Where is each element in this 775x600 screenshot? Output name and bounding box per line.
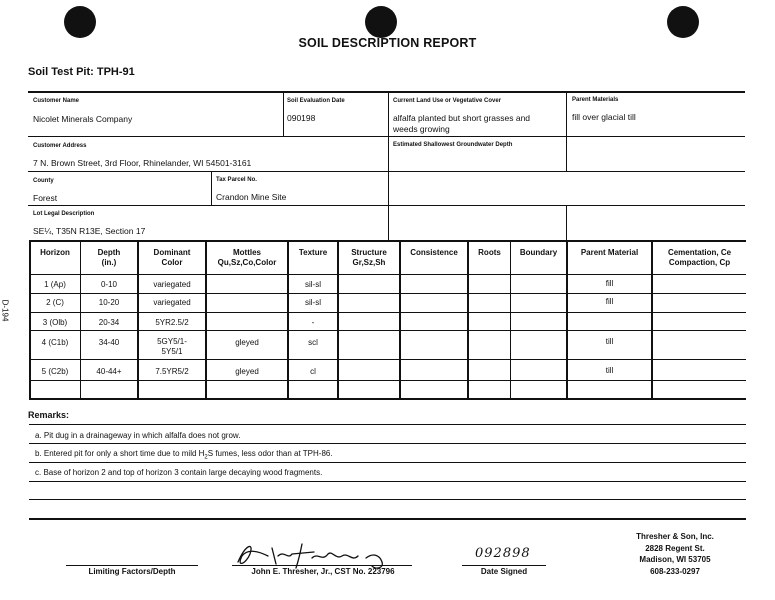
parcel: Crandon Mine Site [216, 192, 287, 202]
info-vline-5 [211, 171, 212, 205]
address: 7 N. Brown Street, 3rd Floor, Rhinelander, WI 54501-3161 [33, 158, 252, 168]
header-mottles-line1: Mottles [233, 248, 261, 257]
date-signed-label: Date Signed [480, 567, 528, 576]
table-row-5-color: 7.5YR5/2 [155, 367, 189, 376]
header-depth-line2: (in.) [101, 258, 117, 267]
table-col-7 [467, 240, 469, 400]
date-handwritten: 092898 [475, 546, 531, 561]
info-top-line [28, 91, 745, 93]
eval-date: 090198 [287, 113, 316, 123]
header-horizon: Horizon [40, 248, 70, 257]
remarks-line-2 [29, 443, 746, 444]
soil-test-pit [28, 66, 135, 78]
table-row-2-horizon: 2 (C) [46, 298, 64, 307]
remarks-bottom-line [29, 518, 746, 520]
company-city: Madison, WI 53705 [639, 555, 711, 564]
header-color [139, 248, 205, 268]
header-consistence: Consistence [410, 248, 458, 257]
remarks-label: Remarks: [28, 410, 70, 420]
table-row-2-depth: 10-20 [98, 298, 120, 307]
header-roots: Roots [478, 248, 501, 257]
pit-label: Soil Test Pit: [28, 66, 94, 78]
parent-materials-label: Parent Materials [572, 97, 619, 103]
customer-name: Nicolet Minerals Company [33, 114, 133, 124]
table-row-3-horizon: 3 (Olb) [42, 318, 68, 327]
report-title: SOIL DESCRIPTION REPORT [298, 36, 477, 50]
header-color-line1: Dominant [153, 248, 191, 257]
remark-b-post: S fumes, less odor than at TPH-86. [207, 449, 333, 458]
table-col-8 [510, 240, 511, 400]
signer-name: John E. Thresher, Jr., CST No. 223796 [251, 567, 395, 576]
land-use-line1: alfalfa planted but short grasses and [393, 113, 531, 123]
customer-name-label: Customer Name [33, 98, 80, 104]
table-row-5-depth: 40-44+ [96, 367, 122, 376]
info-vline-1 [283, 91, 284, 136]
table-row-4-depth: 34-40 [98, 338, 120, 347]
company-name: Thresher & Son, Inc. [636, 532, 714, 541]
table-row-4-color-line1: 5GY5/1- [157, 337, 187, 346]
signer-line [232, 565, 412, 566]
remarks-line-3 [29, 462, 746, 463]
table-row-4-texture: scl [308, 338, 318, 347]
remark-b [35, 449, 333, 461]
header-depth [81, 248, 137, 268]
header-texture: Texture [298, 248, 328, 257]
header-structure-line1: Structure [351, 248, 387, 257]
legal: SE¼, T35N R13E, Section 17 [33, 226, 146, 236]
table-row-1-color: variegated [153, 280, 191, 289]
table-row-1-parent: fill [605, 279, 614, 288]
address-label: Customer Address [33, 143, 87, 149]
table-row-1-texture: sil-sl [305, 280, 321, 289]
header-cement-line2: Compaction, Cp [668, 258, 731, 267]
table-row-4-mottles: gleyed [235, 338, 259, 347]
table-row-5-texture: cl [310, 367, 316, 376]
table-col-6 [399, 240, 401, 400]
side-mark: D-194 [0, 299, 10, 322]
eval-date-label: Soil Evaluation Date [287, 98, 345, 104]
table-row-3-texture: - [311, 318, 315, 327]
header-structure-line2: Gr,Sz,Sh [352, 258, 386, 267]
table-row-4-color-line2: 5Y5/1 [161, 347, 183, 356]
punch-hole-left [64, 6, 96, 38]
table-row-1-horizon: 1 (Ap) [44, 280, 66, 289]
table-row-3-color: 5YR2.5/2 [155, 318, 189, 327]
header-depth-line1: Depth [97, 248, 121, 257]
table-row-2-texture: sil-sl [305, 298, 321, 307]
table-row-5-parent: till [605, 366, 614, 375]
remarks-line-1 [29, 424, 746, 425]
punch-hole-right [667, 6, 699, 38]
table-row-4-parent: till [605, 337, 614, 346]
header-structure [339, 248, 399, 268]
remarks-line-4 [29, 481, 746, 482]
remark-b-sub: 2 [204, 454, 208, 461]
limiting-line [66, 565, 198, 566]
table-row-2-color: variegated [153, 298, 191, 307]
header-color-line2: Color [161, 258, 183, 267]
company-phone: 608-233-0297 [650, 566, 700, 576]
header-cementation [653, 248, 746, 268]
county-label: County [33, 178, 54, 184]
info-line-2 [28, 171, 745, 172]
remark-c: c. Base of horizon 2 and top of horizon 3 contain large decaying wood fragments. [35, 468, 323, 477]
company-block [605, 531, 745, 577]
table-row-1-depth: 0-10 [100, 280, 117, 289]
info-vline-3 [566, 91, 567, 171]
header-mottles [207, 248, 287, 268]
company-street: 2828 Regent St. [645, 543, 705, 553]
land-use-label: Current Land Use or Vegetative Cover [393, 98, 502, 104]
county: Forest [33, 193, 58, 203]
parent-materials: fill over glacial till [572, 112, 636, 122]
parcel-label: Tax Parcel No. [216, 177, 257, 183]
date-line [462, 565, 546, 566]
groundwater-label: Estimated Shallowest Groundwater Depth [393, 142, 513, 148]
header-parent: Parent Material [580, 248, 639, 257]
table-row-5-mottles: gleyed [235, 367, 259, 376]
table-col-9 [566, 240, 568, 400]
table-row-5-horizon: 5 (C2b) [41, 367, 69, 376]
remark-a: a. Pit dug in a drainageway in which alfalfa does not grow. [35, 431, 241, 440]
table-row-3-depth: 20-34 [98, 318, 120, 327]
table-row-2-parent: fill [605, 297, 614, 306]
legal-label: Lot Legal Description [33, 211, 95, 217]
remark-b-pre: b. Entered pit for only a short time due to mild H [35, 449, 205, 458]
remarks-line-5 [29, 499, 746, 500]
limiting-factors-label: Limiting Factors/Depth [88, 567, 176, 576]
header-boundary: Boundary [519, 248, 558, 257]
info-vline-4 [566, 205, 567, 241]
header-mottles-line2: Qu,Sz,Co,Color [217, 258, 277, 267]
table-row-4-color [139, 337, 205, 357]
info-vline-2 [388, 91, 389, 241]
header-cement-line1: Cementation, Ce [667, 248, 732, 257]
pit-value: TPH-91 [96, 66, 135, 78]
info-line-3 [28, 205, 745, 206]
info-line-1 [28, 136, 745, 137]
land-use-line2: weeds growing [393, 124, 450, 134]
punch-hole-center [365, 6, 397, 38]
table-row-4-horizon: 4 (C1b) [41, 338, 69, 347]
